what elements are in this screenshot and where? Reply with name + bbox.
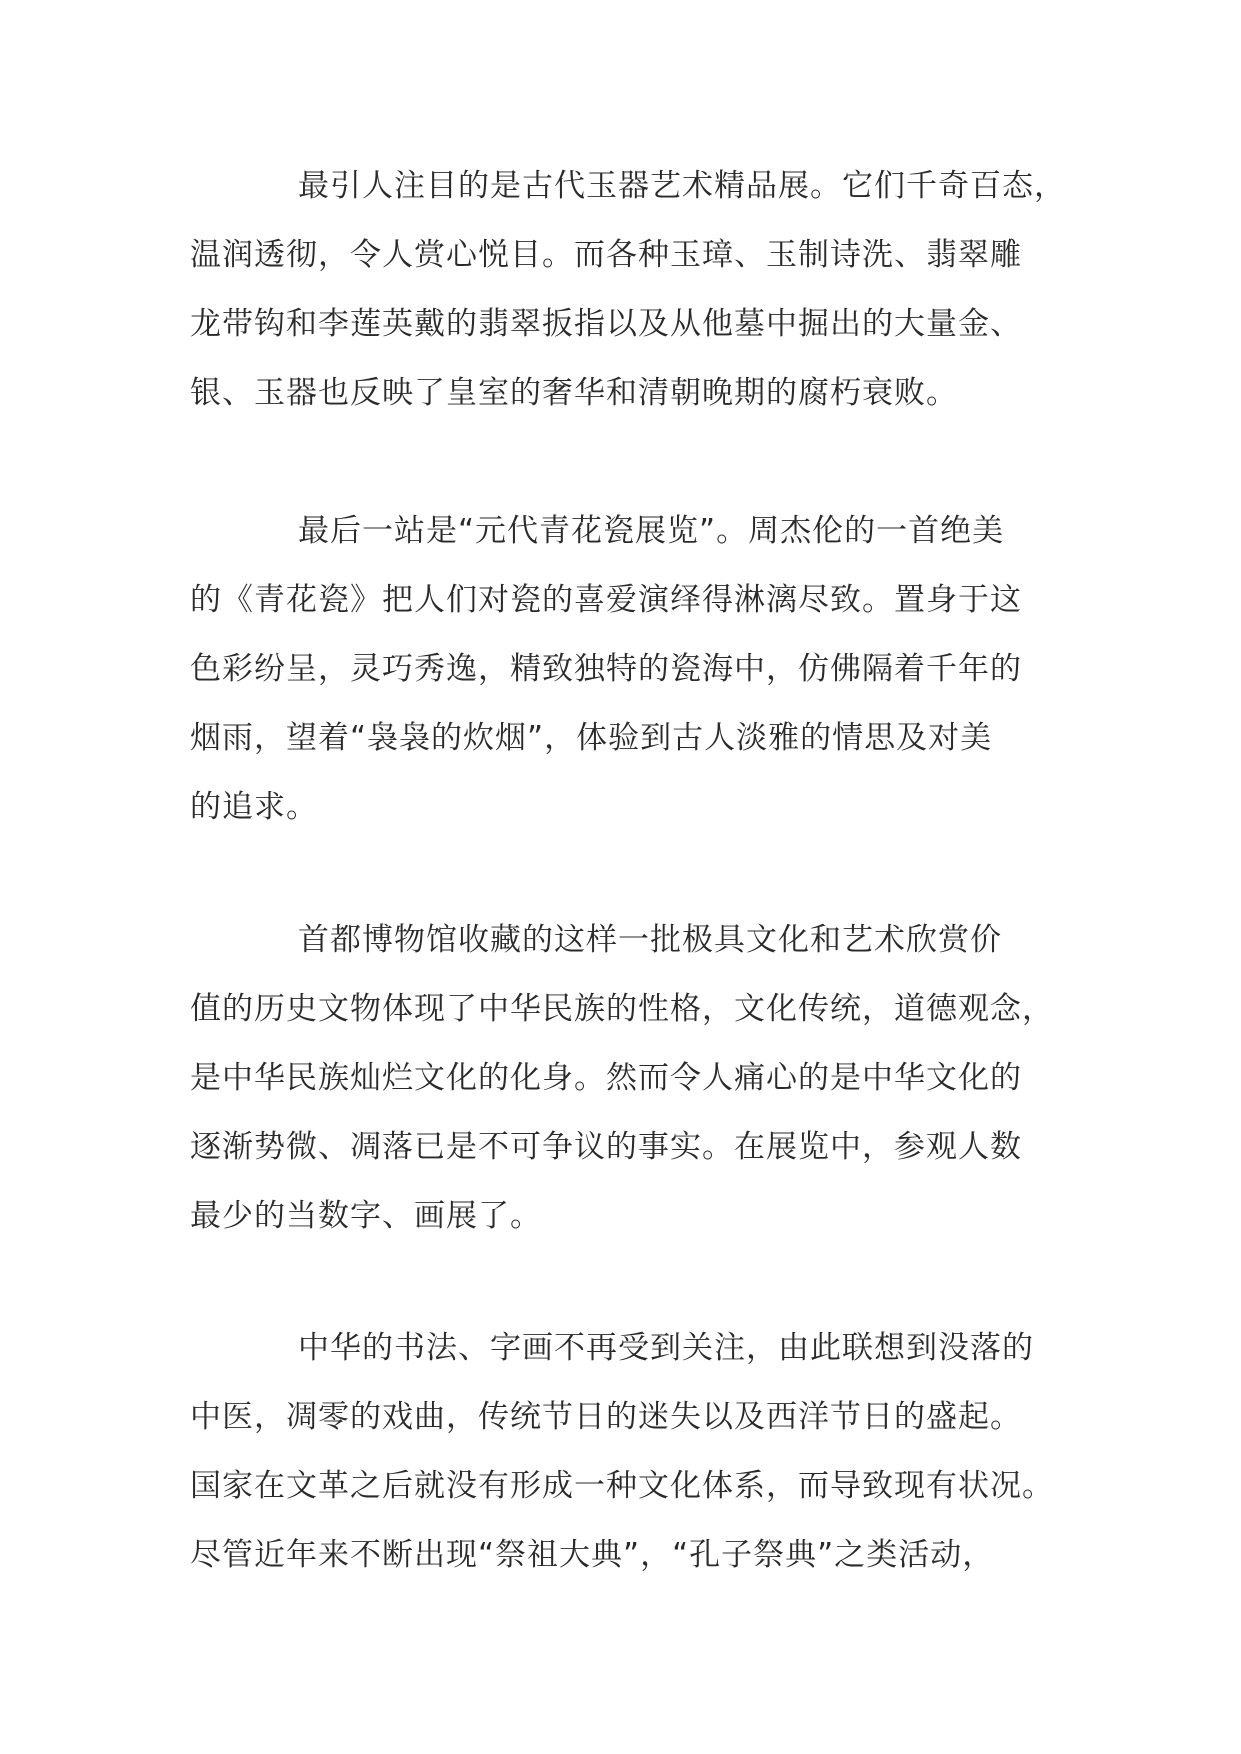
text-line: 龙带钩和李莲英戴的翡翠扳指以及从他墓中掘出的大量金、	[190, 306, 1022, 342]
text-line: 最少的当数字、画展了。	[190, 1198, 542, 1234]
paragraph-jade-exhibition	[190, 152, 1070, 428]
paragraph-porcelain-exhibition	[190, 497, 1070, 842]
text-line: 是中华民族灿烂文化的化身。然而令人痛心的是中华文化的	[190, 1060, 1022, 1096]
text-line: 最后一站是“元代青花瓷展览”。周杰伦的一首绝美	[298, 513, 1005, 549]
text-line: 温润透彻，令人赏心悦目。而各种玉璋、玉制诗洗、翡翠雕	[190, 237, 1022, 273]
text-line: 烟雨，望着“袅袅的炊烟”，体验到古人淡雅的情思及对美	[190, 720, 993, 756]
text-line: 中华的书法、字画不再受到关注，由此联想到没落的	[298, 1330, 1034, 1366]
text-line: 中医，凋零的戏曲，传统节日的迷失以及西洋节日的盛起。	[190, 1399, 1022, 1435]
text-line: 银、玉器也反映了皇室的奢华和清朝晚期的腐朽衰败。	[190, 375, 958, 411]
paragraph-museum-collection	[190, 906, 1070, 1251]
text-line: 首都博物馆收藏的这样一批极具文化和艺术欣赏价	[298, 922, 1002, 958]
paragraph-calligraphy-decline	[190, 1314, 1070, 1590]
text-line: 的《青花瓷》把人们对瓷的喜爱演绎得淋漓尽致。置身于这	[190, 582, 1022, 618]
text-line: 逐渐势微、凋落已是不可争议的事实。在展览中，参观人数	[190, 1129, 1022, 1165]
text-line: 国家在文革之后就没有形成一种文化体系，而导致现有状况。	[190, 1468, 1054, 1504]
text-line: 最引人注目的是古代玉器艺术精品展。它们千奇百态，	[298, 168, 1066, 204]
text-line: 值的历史文物体现了中华民族的性格，文化传统，道德观念，	[190, 991, 1054, 1027]
text-line: 的追求。	[190, 789, 318, 825]
text-line: 尽管近年来不断出现“祭祖大典”，“孔子祭典”之类活动，	[190, 1537, 995, 1573]
text-line: 色彩纷呈，灵巧秀逸，精致独特的瓷海中，仿佛隔着千年的	[190, 651, 1022, 687]
